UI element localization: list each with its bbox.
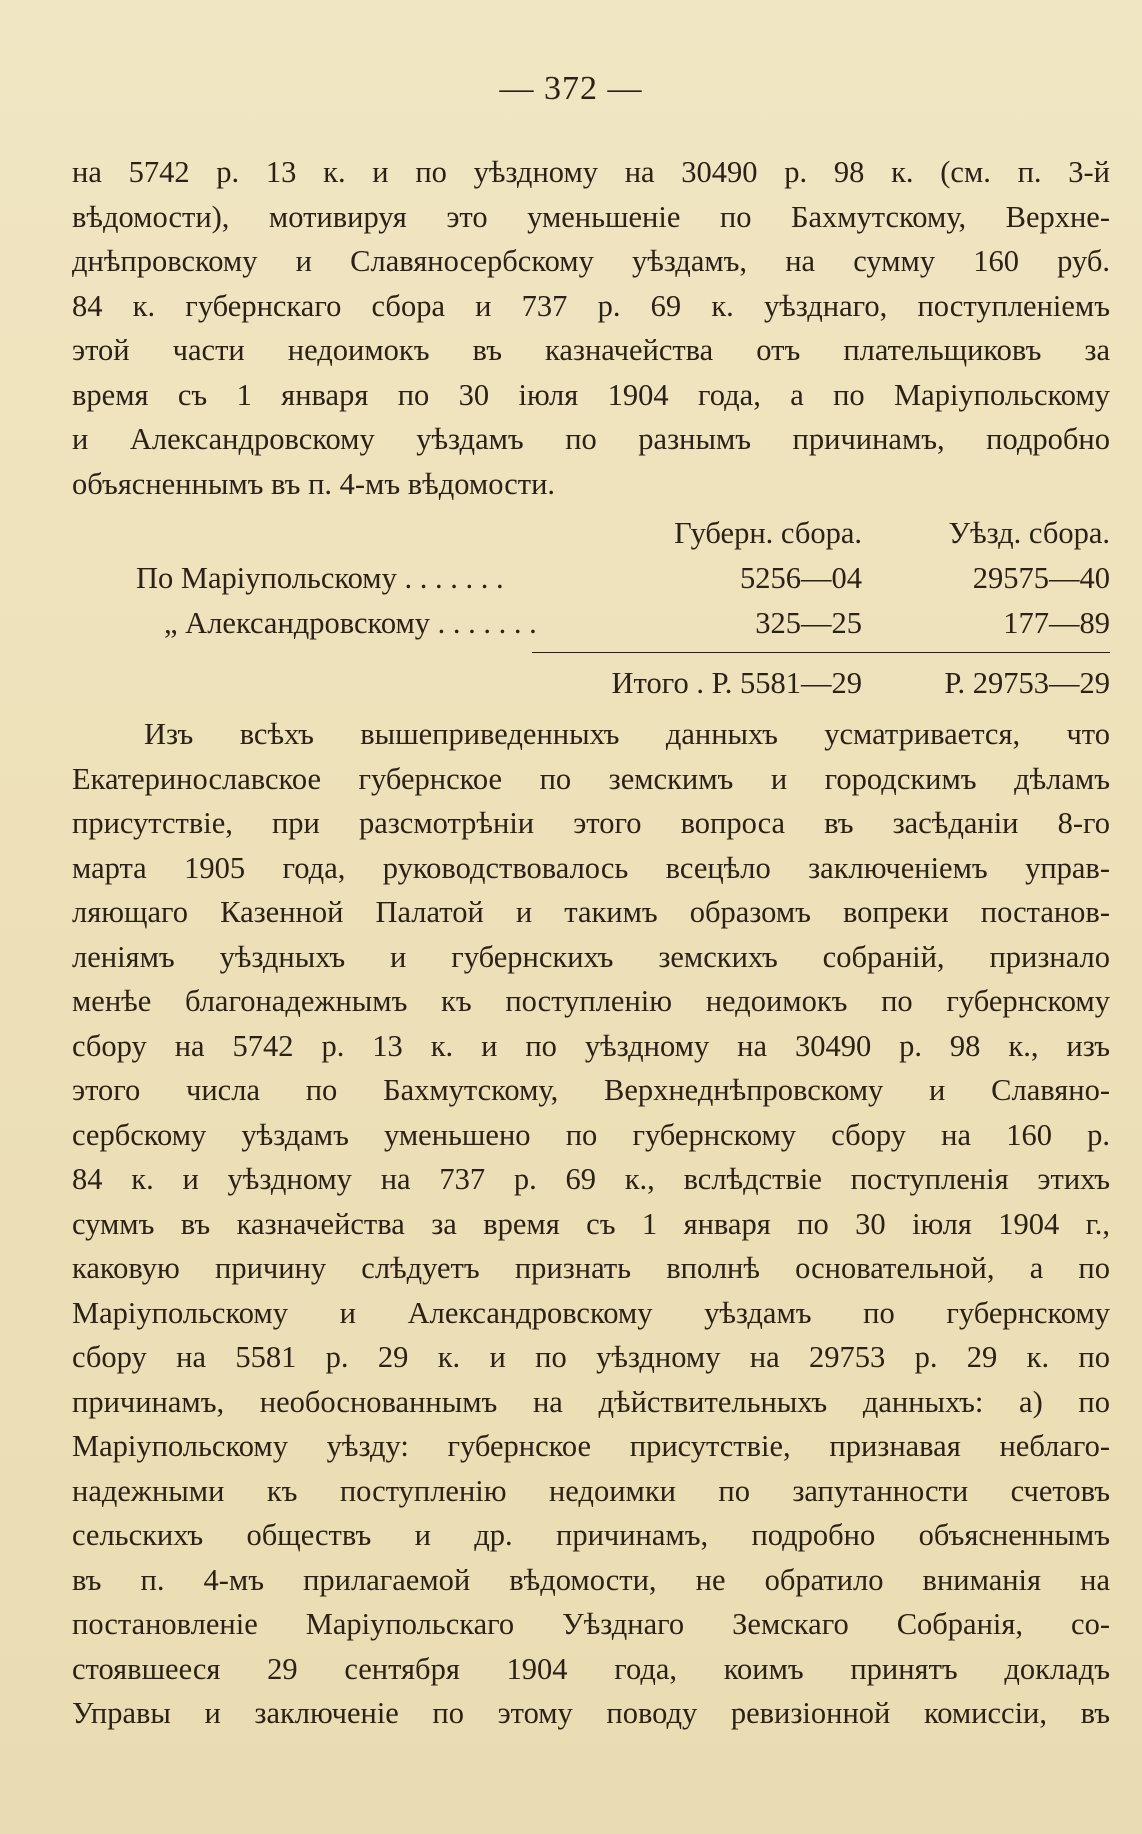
text-line: Маріупольскому уѣзду: губернское присутствіе, признавая неблаго- (72, 1429, 1110, 1463)
page-number: — 372 — (499, 70, 643, 107)
text-line: леніямъ уѣздныхъ и губернскихъ земскихъ собраній, признало (72, 939, 1110, 974)
paragraph-2 (72, 712, 1110, 1736)
text-line: сербскому уѣздамъ уменьшено по губернскому сбору на 160 р. (72, 1117, 1110, 1152)
text-line: на 5742 р. 13 к. и по уѣздному на 30490 р. 98 к. (см. п. 3-й (72, 155, 1110, 189)
text-line: въ п. 4-мъ прилагаемой вѣдомости, не обратило вниманія на (72, 1562, 1110, 1597)
text-line: и Александровскому уѣздамъ по разнымъ причинамъ, подробно (72, 422, 1110, 456)
text-line: сбору на 5581 р. 29 к. и по уѣздному на 29753 р. 29 к. по (72, 1340, 1110, 1374)
total-uezd: Р. 29753—29 (944, 666, 1110, 700)
text-line: этого числа по Бахмутскому, Верхнеднѣпровскому и Славяно- (72, 1073, 1110, 1107)
row-label: По Маріупольскому . . . . . . . (136, 561, 504, 595)
paragraph-1 (72, 150, 1110, 506)
total-label: Итого . Р. 5581—29 (611, 666, 862, 700)
header-uezd: Уѣзд. сбора. (948, 516, 1110, 550)
text-line: суммъ въ казначейства за время съ 1 января по 30 іюля 1904 г., (72, 1206, 1110, 1241)
text-line: Управы и заключеніе по этому поводу ревизіонной комиссіи, въ (72, 1696, 1110, 1730)
row-label: „ Александровскому . . . . . . . (164, 606, 537, 640)
text-line: стоявшееся 29 сентября 1904 года, коимъ принятъ докладъ (72, 1651, 1110, 1686)
text-line: время съ 1 января по 30 іюля 1904 года, а по Маріупольскому (72, 377, 1110, 412)
total-rule (532, 652, 1110, 653)
text-line: надежными къ поступленію недоимки по запутанности счетовъ (72, 1473, 1110, 1508)
row-uezd: 29575—40 (972, 561, 1110, 595)
text-line: менѣе благонадежнымъ къ поступленію недоимокъ по губернскому (72, 984, 1110, 1018)
text-line: Маріупольскому и Александровскому уѣздамъ по губернскому (72, 1295, 1110, 1330)
text-line: объясненнымъ въ п. 4-мъ вѣдомости. (72, 466, 556, 501)
header-gub: Губерн. сбора. (674, 516, 862, 550)
text-line: ляющаго Казенной Палатой и такимъ образомъ вопреки постанов- (72, 895, 1110, 929)
row-gub: 325—25 (755, 606, 862, 640)
text-line: Екатеринославское губернское по земскимъ и городскимъ дѣламъ (72, 761, 1110, 796)
text-line: присутствіе, при разсмотрѣніи этого вопроса въ засѣданіи 8-го (72, 806, 1110, 840)
table-row (72, 561, 1110, 605)
text-line: постановленіе Маріупольскаго Уѣзднаго Земскаго Собранія, со- (72, 1607, 1110, 1641)
row-gub: 5256—04 (740, 561, 862, 595)
row-uezd: 177—89 (1003, 606, 1110, 640)
text-line: Изъ всѣхъ вышеприведенныхъ данныхъ усматривается, что (144, 717, 1110, 751)
table-total-row (72, 666, 1110, 710)
text-line: 84 к. и уѣздному на 737 р. 69 к., вслѣдствіе поступленія этихъ (72, 1162, 1110, 1196)
table-row (72, 606, 1110, 650)
text-line: причинамъ, необоснованнымъ на дѣйствительныхъ данныхъ: а) по (72, 1384, 1110, 1419)
text-line: этой части недоимокъ въ казначейства отъ плательщиковъ за (72, 333, 1110, 367)
text-line: сельскихъ обществъ и др. причинамъ, подробно объясненнымъ (72, 1518, 1110, 1552)
text-line: вѣдомости), мотивируя это уменьшеніе по Бахмутскому, Верхне- (72, 199, 1110, 234)
text-line: 84 к. губернскаго сбора и 737 р. 69 к. уѣзднаго, поступленіемъ (72, 288, 1110, 323)
text-line: днѣпровскому и Славяносербскому уѣздамъ, на сумму 160 руб. (72, 244, 1110, 278)
table-header-row (72, 516, 1110, 560)
text-line: марта 1905 года, руководствовалось всецѣло заключеніемъ управ- (72, 850, 1110, 885)
text-line: сбору на 5742 р. 13 к. и по уѣздному на 30490 р. 98 к., изъ (72, 1028, 1110, 1063)
text-line: каковую причину слѣдуетъ признать вполнѣ основательной, а по (72, 1251, 1110, 1285)
